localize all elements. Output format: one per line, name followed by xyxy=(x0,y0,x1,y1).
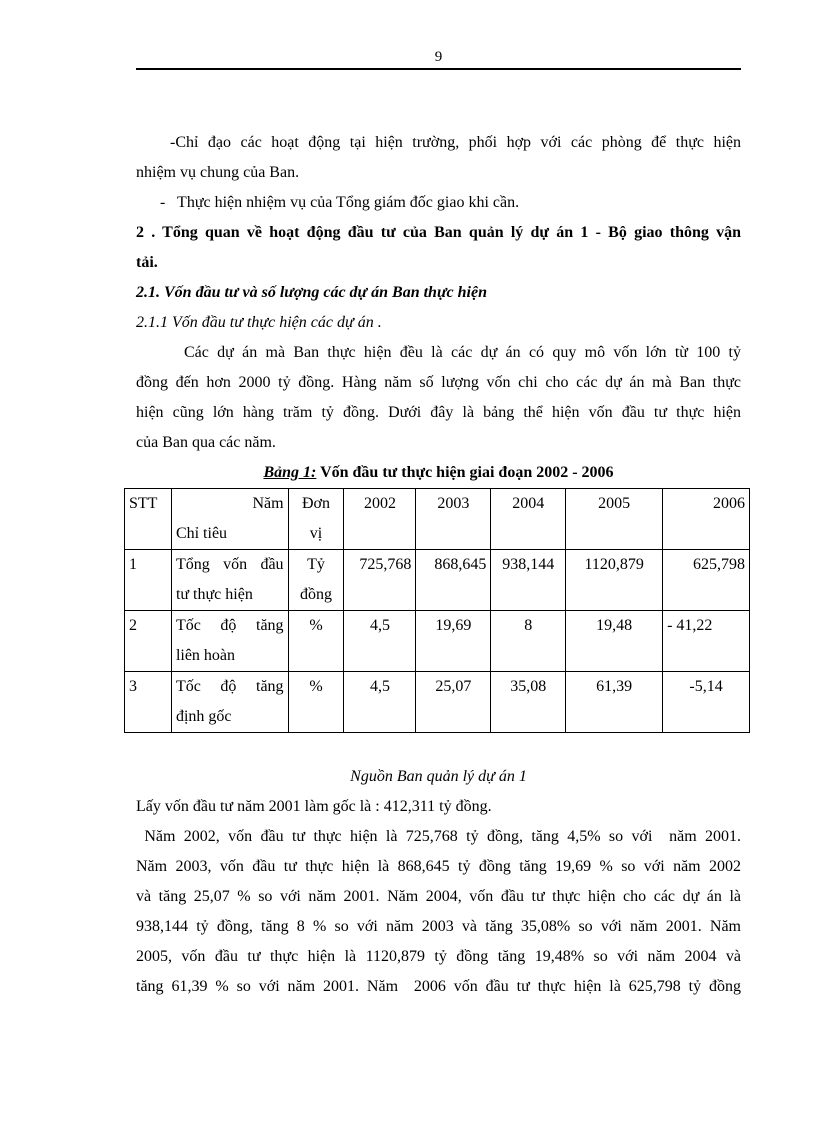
section-heading-cont: tải. xyxy=(136,254,158,271)
paragraph-line: và tăng 25,07 % so với năm 2001. Năm 2004, vốn đầu tư thực hiện cho các dự án là xyxy=(136,888,741,905)
table-row xyxy=(125,672,750,733)
header-year: 2006 xyxy=(663,489,750,550)
table-caption xyxy=(136,463,741,483)
paragraph-line: -Chỉ đạo các hoạt động tại hiện trường, phối hợp với các phòng để thực hiện xyxy=(170,134,741,151)
row-value: 8 xyxy=(491,611,566,672)
list-item: - Thực hiện nhiệm vụ của Tổng giám đốc giao khi cần. xyxy=(160,194,520,211)
row-unit: % xyxy=(288,611,344,672)
table-caption-text: Vốn đầu tư thực hiện giai đoạn 2002 - 2006 xyxy=(316,464,614,481)
paragraph-line: 2005, vốn đầu tư thực hiện là 1120,879 tỷ đồng tăng 19,48% so với năm 2004 và xyxy=(136,948,741,965)
row-indicator-line1: Tốc độ tăng xyxy=(175,678,284,695)
row-value: 938,144 xyxy=(491,550,566,611)
paragraph-line: của Ban qua các năm. xyxy=(136,434,276,451)
header-indicator-label: Chỉ tiêu xyxy=(175,525,228,542)
header-indicator xyxy=(171,489,288,550)
row-indicator-line2: liên hoàn xyxy=(175,647,236,664)
table-row xyxy=(125,611,750,672)
row-value: 19,48 xyxy=(566,611,663,672)
row-indicator xyxy=(171,672,288,733)
row-unit xyxy=(288,550,344,611)
paragraph-line: đồng đến hơn 2000 tỷ đồng. Hàng năm số lượng vốn chi cho các dự án mà Ban thực xyxy=(136,374,741,391)
table-row xyxy=(125,550,750,611)
subsection-heading: 2.1. Vốn đầu tư và số lượng các dự án Ban thực hiện xyxy=(136,284,487,301)
row-value: 625,798 xyxy=(663,550,750,611)
header-unit-line1: Đơn xyxy=(302,495,331,512)
row-indicator-line2: định gốc xyxy=(175,708,232,725)
row-stt: 3 xyxy=(125,672,172,733)
header-year: 2003 xyxy=(416,489,491,550)
row-indicator-line1: Tổng vốn đầu xyxy=(175,556,284,573)
paragraph-line: hiện cũng lớn hàng trăm tỷ đồng. Dưới đây là bảng thể hiện vốn đầu tư thực hiện xyxy=(136,404,741,421)
row-indicator xyxy=(171,550,288,611)
row-value: 35,08 xyxy=(491,672,566,733)
header-unit-line2: vị xyxy=(309,525,323,542)
row-value: - 41,22 xyxy=(663,611,750,672)
header-rule xyxy=(136,68,741,70)
row-unit-line1: Tỷ xyxy=(307,556,325,573)
row-unit-line2: đồng xyxy=(300,586,332,603)
header-year: 2004 xyxy=(491,489,566,550)
paragraph-line: Năm 2003, vốn đầu tư thực hiện là 868,645 tỷ đồng tăng 19,69 % so với năm 2002 xyxy=(136,858,741,875)
row-unit: % xyxy=(288,672,344,733)
table-caption-label: Bảng 1: xyxy=(263,464,317,481)
table-source: Nguồn Ban quản lý dự án 1 xyxy=(350,768,527,785)
row-value: 25,07 xyxy=(416,672,491,733)
row-value: -5,14 xyxy=(663,672,750,733)
header-year: 2005 xyxy=(566,489,663,550)
row-stt: 1 xyxy=(125,550,172,611)
row-value: 725,768 xyxy=(344,550,416,611)
row-value: 1120,879 xyxy=(566,550,663,611)
row-value: 19,69 xyxy=(416,611,491,672)
row-value: 4,5 xyxy=(344,672,416,733)
row-value: 61,39 xyxy=(566,672,663,733)
paragraph-line: 938,144 tỷ đồng, tăng 8 % so với năm 2003 và tăng 35,08% so với năm 2001. Năm xyxy=(136,918,741,935)
subsubsection-heading: 2.1.1 Vốn đầu tư thực hiện các dự án . xyxy=(136,314,382,331)
row-indicator-line1: Tốc độ tăng xyxy=(175,617,284,634)
paragraph-line: Các dự án mà Ban thực hiện đều là các dự án có quy mô vốn lớn từ 100 tỷ xyxy=(184,344,741,361)
paragraph-line: Năm 2002, vốn đầu tư thực hiện là 725,768 tỷ đồng, tăng 4,5% so với năm 2001. xyxy=(136,828,741,845)
investment-table xyxy=(124,488,750,733)
header-year: 2002 xyxy=(344,489,416,550)
header-unit xyxy=(288,489,344,550)
row-value: 868,645 xyxy=(416,550,491,611)
table-header-row xyxy=(125,489,750,550)
section-heading: 2 . Tổng quan về hoạt động đầu tư của Ban quản lý dự án 1 - Bộ giao thông vận xyxy=(136,224,741,241)
row-value: 4,5 xyxy=(344,611,416,672)
header-stt: STT xyxy=(125,489,172,550)
paragraph-line: Lấy vốn đầu tư năm 2001 làm gốc là : 412,311 tỷ đồng. xyxy=(136,798,492,815)
row-indicator xyxy=(171,611,288,672)
page-number: 9 xyxy=(434,49,443,65)
row-stt: 2 xyxy=(125,611,172,672)
paragraph-line: tăng 61,39 % so với năm 2001. Năm 2006 vốn đầu tư thực hiện là 625,798 tỷ đồng xyxy=(136,978,741,995)
header-year-label: Năm xyxy=(252,495,284,512)
row-indicator-line2: tư thực hiện xyxy=(175,586,253,603)
paragraph-line: nhiệm vụ chung của Ban. xyxy=(136,164,300,181)
